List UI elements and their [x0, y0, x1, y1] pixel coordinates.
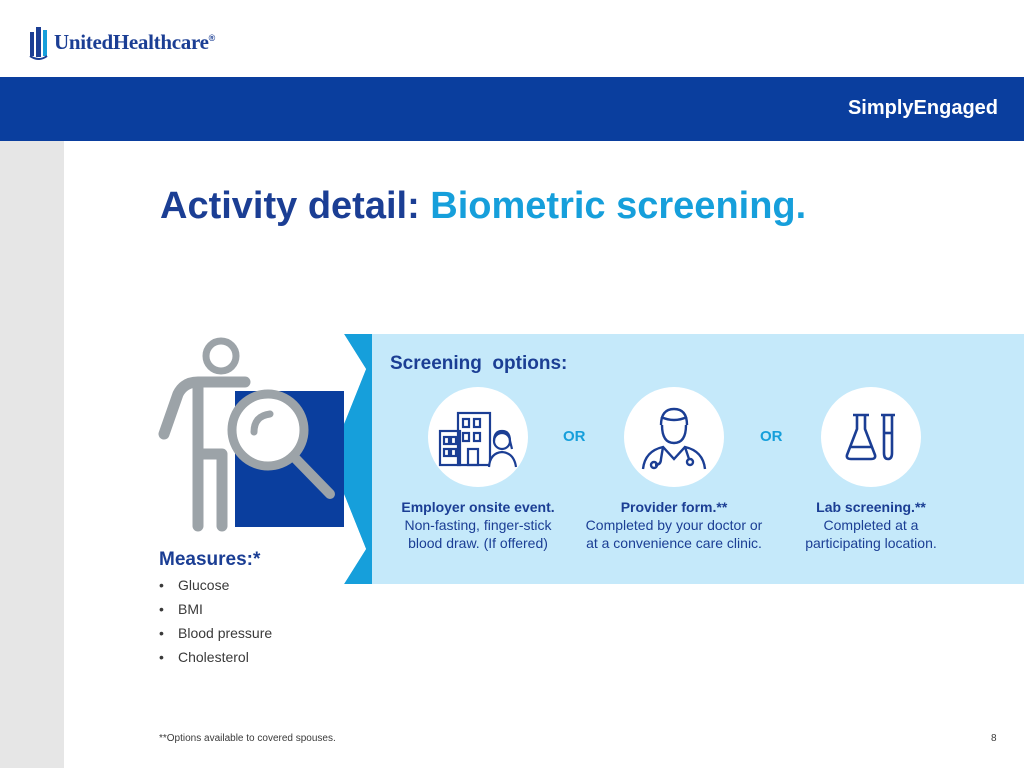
option-description-line: Non-fasting, finger-stick — [404, 517, 552, 533]
option-icon-circle — [428, 387, 528, 487]
title-highlight: Biometric screening. — [430, 185, 807, 227]
option-lab-screening — [771, 498, 971, 552]
footnote: **Options available to covered spouses. — [159, 733, 336, 744]
brand-logo — [29, 22, 215, 62]
bullet: • — [159, 601, 164, 617]
uhc-shield-icon — [29, 24, 49, 60]
measure-label: Glucose — [178, 577, 230, 593]
list-item — [159, 601, 272, 625]
lab-test-tubes-icon — [843, 411, 899, 463]
option-heading: Employer onsite event. — [401, 499, 555, 515]
option-icon-circle — [821, 387, 921, 487]
employer-building-icon — [436, 405, 520, 469]
program-name: SimplyEngaged — [847, 97, 998, 119]
option-description-line: Completed by your doctor or — [585, 517, 763, 533]
list-item — [159, 625, 272, 649]
measure-label: BMI — [178, 601, 203, 617]
option-description-line: Completed at a — [823, 517, 919, 533]
option-heading: Lab screening.** — [816, 499, 926, 515]
list-item — [159, 649, 272, 673]
title-prefix: Activity detail: — [160, 185, 420, 227]
person-magnifier-icon — [150, 334, 340, 534]
measures-list — [159, 577, 272, 673]
option-heading: Provider form.** — [620, 499, 728, 515]
measures-title: Measures:* — [159, 549, 261, 570]
option-description-line: participating location. — [805, 535, 937, 551]
or-separator: OR — [760, 428, 783, 445]
header-band — [0, 77, 1024, 141]
list-item — [159, 577, 272, 601]
bullet: • — [159, 625, 164, 641]
brand-name: UnitedHealthcare® — [54, 29, 215, 54]
option-employer-onsite — [378, 498, 578, 552]
bullet: • — [159, 649, 164, 665]
or-separator: OR — [563, 428, 586, 445]
measure-label: Blood pressure — [178, 625, 273, 641]
bullet: • — [159, 577, 164, 593]
measure-label: Cholesterol — [178, 649, 249, 665]
option-description-line: blood draw. (If offered) — [408, 535, 548, 551]
option-description-line: at a convenience care clinic. — [586, 535, 762, 551]
doctor-icon — [639, 403, 709, 471]
option-provider-form — [574, 498, 774, 552]
chevron-connector-icon — [344, 334, 374, 584]
page-number: 8 — [991, 733, 997, 744]
option-icon-circle — [624, 387, 724, 487]
page-title — [160, 185, 806, 228]
registered-mark: ® — [208, 32, 215, 43]
left-margin-bar — [0, 141, 64, 768]
screening-options-title: Screening options: — [390, 353, 568, 374]
